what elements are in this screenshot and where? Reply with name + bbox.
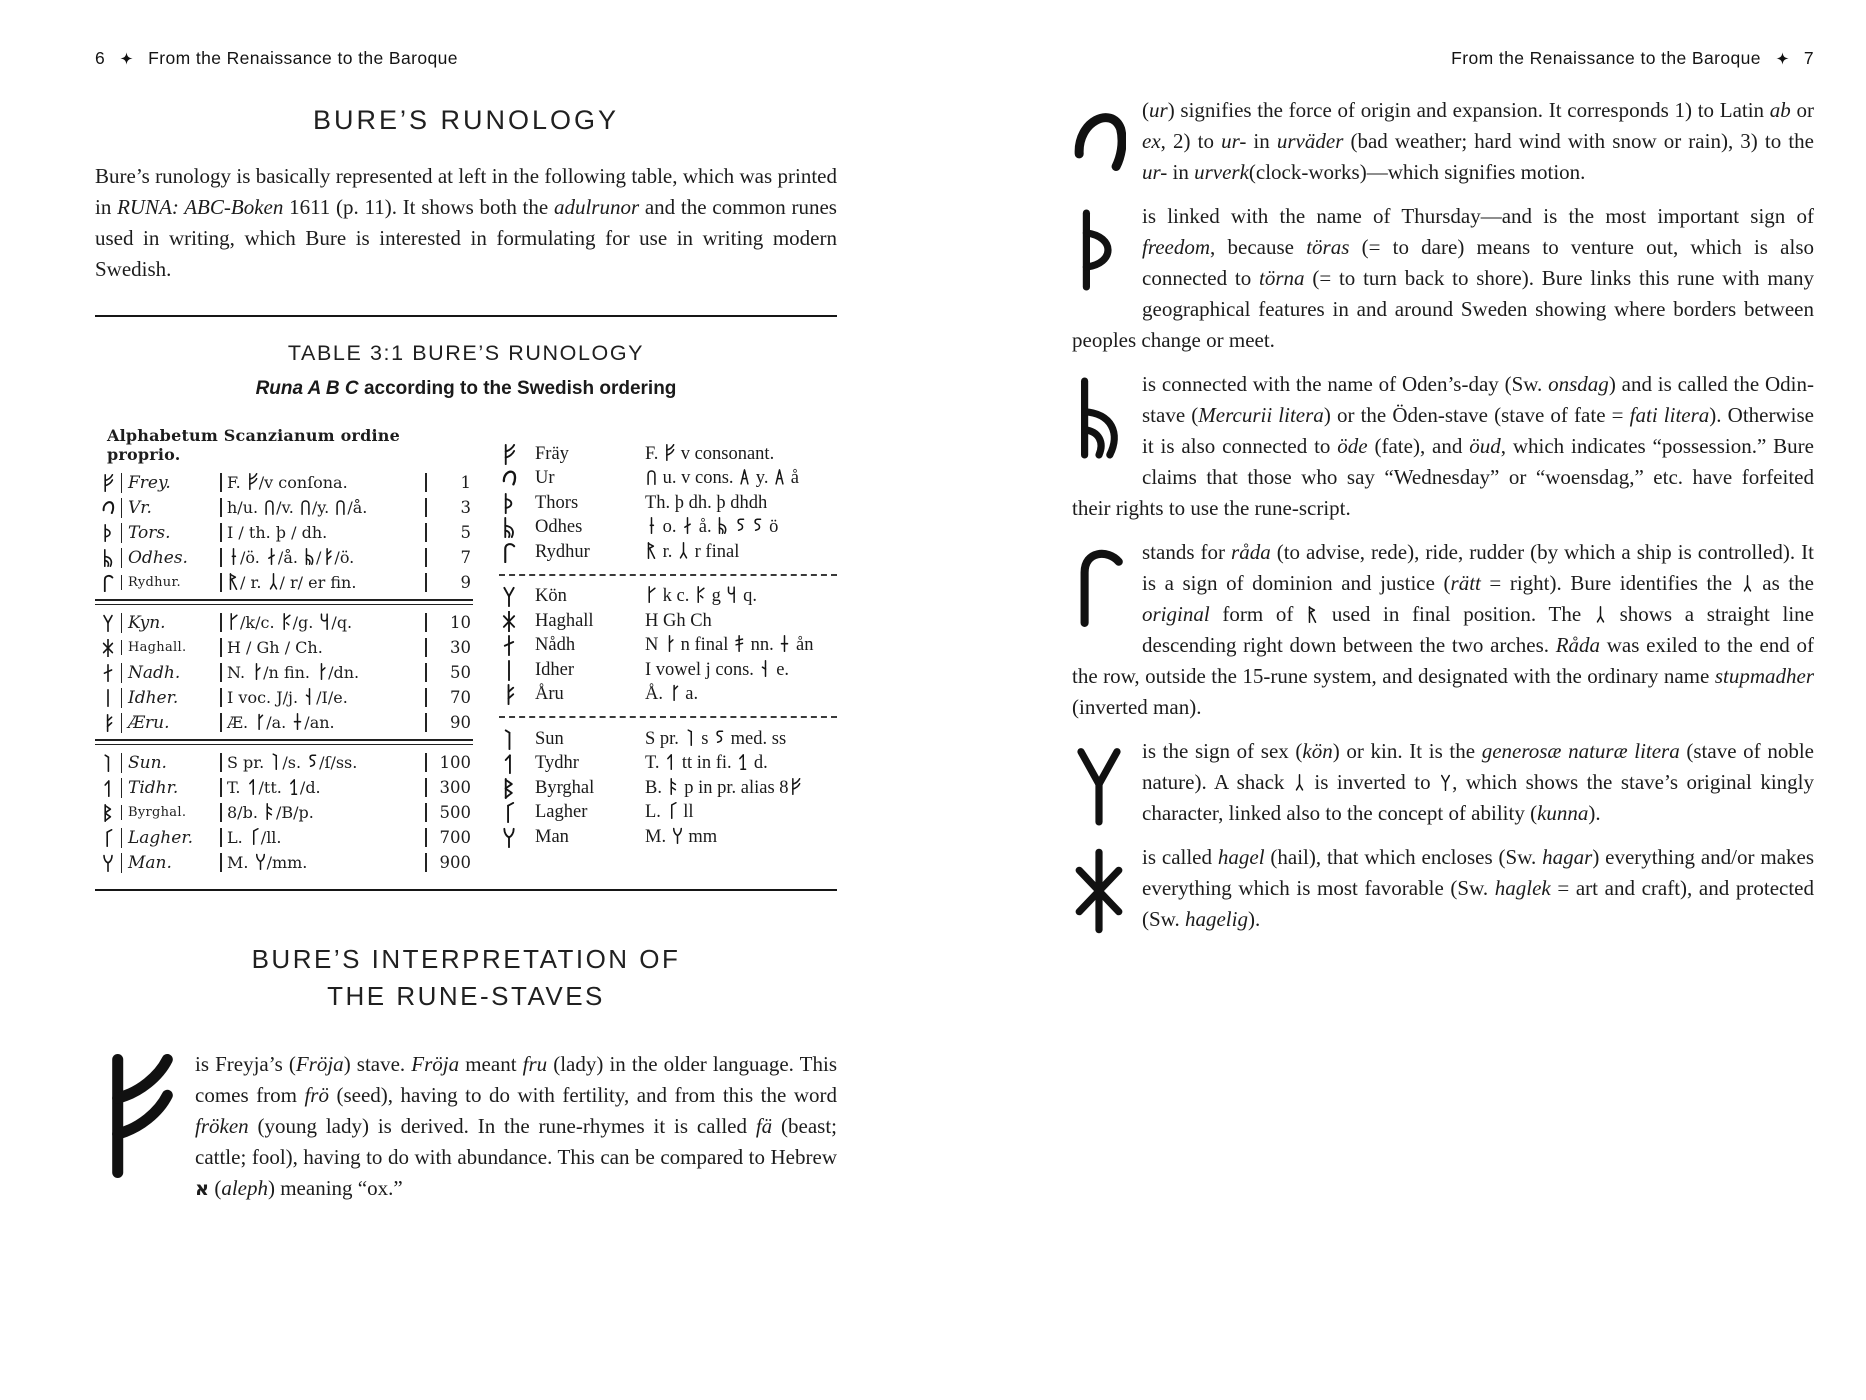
transcription-table-row xyxy=(499,683,837,708)
rune-u2-icon xyxy=(334,498,347,515)
rune-definition-cell: h/u. /v. /y. /å. xyxy=(220,498,427,517)
rune-paragraph xyxy=(1072,537,1814,723)
rune-o-dot-icon xyxy=(645,517,658,534)
rune-glyph-cell xyxy=(95,829,121,847)
rune-an-icon xyxy=(778,635,791,652)
rune-nadh-icon xyxy=(101,664,115,682)
facsimile-table-row xyxy=(95,800,473,825)
rune-definition-cell: Æ. /a. /an. xyxy=(220,713,427,732)
facsimile-table-row xyxy=(95,635,473,660)
rune-definition-cell: S pr. /s. /ſ/ss. xyxy=(220,753,427,772)
paragraph-text: is connected with the name of Oden’s-day (Sw. onsdag) and is called the Odin-stave (Mercurii litera) or the Öden-stave (stave of fate = fati litera). Otherwise it is also connected to öde (fate), and öud, which indicates “possession.” Bure claims that those who say “Wednesday” or “woensdag,” etc. have forfeited their rights to use the rune-script. xyxy=(1072,372,1814,520)
facsimile-table-row xyxy=(95,545,473,570)
rune-r-final-icon xyxy=(1293,774,1306,791)
paragraph-text: is called hagel (hail), that which encloses (Sw. hagar) everything and/or makes everything which is most favorable (Sw. haglek = art and craft), and protected (Sw. hagelig). xyxy=(1142,845,1815,931)
horizontal-rule-bottom xyxy=(95,889,837,891)
interpretation-title-line1: BURE’S INTERPRETATION OF xyxy=(251,944,681,974)
transcription-table-row xyxy=(499,825,837,850)
rune-e-icon xyxy=(303,688,316,705)
rune-s5-icon xyxy=(306,753,319,770)
rune-paragraphs xyxy=(1072,95,1814,935)
rune-lagher-icon xyxy=(248,828,261,845)
rune-d-icon xyxy=(287,778,300,795)
rune-definition-cell: N n final nn. ån xyxy=(645,635,814,656)
rune-kon-icon xyxy=(101,614,115,632)
facsimile-table-row xyxy=(95,610,473,635)
transcription-rows xyxy=(499,442,837,850)
rune-name-cell: Nadh. xyxy=(121,663,220,683)
rune-name-cell: Idher xyxy=(535,659,575,680)
rune-odhes-icon xyxy=(501,517,517,538)
rune-n-icon xyxy=(315,663,328,680)
rune-definition-cell: L. /ll. xyxy=(220,828,427,847)
rune-name-cell: Fräy xyxy=(535,443,569,464)
rune-byrghal-icon xyxy=(501,778,517,799)
paragraph-text: stands for råda (to advise, rede), ride, rudder (by which a ship is controlled). It is a sign of dominion and justice (rätt = right). Bure identifies the as the original form of used in final position. The shows a straight line descending right down between the two arches. Råda was exiled to the end of the row, outside the 15-rune system, and designated with the ordinary name stupmadher (inverted man). xyxy=(1072,540,1815,719)
rune-k-icon xyxy=(227,613,240,630)
rune-yr-icon xyxy=(773,468,786,485)
rune-number-cell: 100 xyxy=(439,753,471,772)
rune-glyph-cell xyxy=(499,635,535,656)
rune-d-icon xyxy=(736,753,749,770)
rune-p-icon xyxy=(667,778,680,795)
facsimile-table-row xyxy=(95,570,473,595)
rune-name-cell: Rydhur. xyxy=(121,575,220,590)
rune-number-cell: 50 xyxy=(450,663,471,682)
rune-r-final-icon xyxy=(1594,606,1607,623)
rune-f-icon xyxy=(246,473,259,490)
transcription-table-row xyxy=(499,516,837,541)
rune-definition-cell: S pr. s med. ss xyxy=(645,728,787,749)
rune-paragraph xyxy=(1072,369,1814,524)
rune-definition-cell: /ö. /å. / /ö. xyxy=(220,548,427,567)
rune-r-icon xyxy=(645,542,658,559)
rune-drop-cap xyxy=(1072,542,1126,630)
rune-odhes-icon xyxy=(101,549,115,567)
facsimile-table-row xyxy=(95,775,473,800)
rune-drop-cap xyxy=(1072,100,1126,188)
transcription-table-row xyxy=(499,491,837,516)
rune-q-icon xyxy=(318,613,331,630)
rune-name-cell: Haghall xyxy=(535,610,594,631)
rune-definition-cell: o. å. ö xyxy=(645,517,837,538)
interpretation-title-line2: THE RUNE-STAVES xyxy=(327,981,605,1011)
rune-u-hook-icon xyxy=(101,499,115,517)
rune-name-cell: Tydhr xyxy=(535,753,579,774)
rune-f-icon xyxy=(501,444,517,465)
rune-number-cell: 3 xyxy=(460,498,471,517)
rune-u2-icon xyxy=(645,468,658,485)
transcription-table-row xyxy=(499,658,837,683)
rune-glyph-cell xyxy=(499,542,535,563)
facsimile-title: Alphabetum Scanzianum ordine proprio. xyxy=(107,426,400,464)
rune-name-cell: Lagher xyxy=(535,802,588,823)
facsimile-table-row xyxy=(95,850,473,875)
section-title: BURE’S RUNOLOGY xyxy=(312,105,620,135)
rune-name-cell: Byrghal. xyxy=(121,805,220,820)
transcription-table-row xyxy=(499,540,837,565)
facsimile-table-row xyxy=(95,750,473,775)
rune-r-cane-icon xyxy=(101,574,115,592)
rune-u-hook-icon xyxy=(1072,100,1126,188)
four-pointed-star-icon xyxy=(1776,52,1789,65)
rune-glyph-cell xyxy=(95,574,121,592)
rune-f-icon xyxy=(95,1054,179,1178)
rune-glyph-cell xyxy=(499,802,535,823)
rune-definition-cell: I / th. þ / dh. xyxy=(220,523,427,542)
rune-name-cell: Rydhur xyxy=(535,541,590,562)
rune-name-cell: Idher. xyxy=(121,688,220,708)
rune-paragraph xyxy=(1072,201,1814,356)
rune-nadh-icon xyxy=(501,635,517,656)
rune-definition-cell: Th. þ dh. þ dhdh xyxy=(645,492,768,513)
rune-a-icon xyxy=(668,684,681,701)
transcription-group-divider xyxy=(499,716,837,718)
transcription-table-row xyxy=(499,467,837,492)
rune-glyph-cell xyxy=(499,729,535,750)
rune-paragraph xyxy=(1072,842,1814,935)
transcription-panel xyxy=(499,422,837,875)
paragraph-text: is Freyja’s (Fröja) stave. Fröja meant fru (lady) in the older language. This comes from frö (seed), having to do with fertility, and from this the word fröken (young lady) is derived. In the rune-rhymes it is called fä (beast; cattle; fool), having to do with abundance. This can be compared to Hebrew א (aleph) meaning “ox.” xyxy=(195,1052,838,1200)
rune-definition-cell: k c. g q. xyxy=(645,586,837,607)
rune-g-icon xyxy=(694,586,707,603)
rune-definition-cell: /k/c. /g. /q. xyxy=(220,613,427,632)
rune-s-icon xyxy=(269,753,282,770)
rune-aeru-icon xyxy=(501,684,517,705)
rune-lagher-icon xyxy=(666,802,679,819)
rune-glyph-cell xyxy=(499,660,535,681)
facsimile-table-row xyxy=(95,710,473,735)
freyja-paragraph xyxy=(95,1049,837,1204)
rune-definition-cell: I vowel j cons. e. xyxy=(645,659,790,680)
rune-kon-icon xyxy=(501,586,517,607)
transcription-table-row xyxy=(499,585,837,610)
rune-definition-cell: B. p in pr. alias 8 xyxy=(645,778,837,799)
rune-glyph-cell xyxy=(95,474,121,492)
rune-tydhr-icon xyxy=(101,779,115,797)
rune-definition-cell: T. tt in fi. d. xyxy=(645,753,768,774)
transcription-group-divider xyxy=(499,574,837,576)
rune-lagher-icon xyxy=(501,802,517,823)
rune-r-final-icon xyxy=(1741,575,1754,592)
rune-name-cell: Æru. xyxy=(121,713,220,733)
rune-k-icon xyxy=(645,586,658,603)
rune-u2-icon xyxy=(263,498,276,515)
rune-hagall-icon xyxy=(101,639,115,657)
facsimile-group-divider xyxy=(95,739,473,745)
rune-number-cell: 9 xyxy=(460,573,471,592)
rune-number-cell: 300 xyxy=(439,778,471,797)
rune-man-icon xyxy=(101,854,115,872)
rune-name-cell: Odhes xyxy=(535,517,583,538)
right-page xyxy=(1072,48,1814,948)
rune-glyph-cell xyxy=(95,639,121,657)
rune-definition-cell: T. /tt. /d. xyxy=(220,778,427,797)
facsimile-table-row xyxy=(95,685,473,710)
rune-name-cell: Tors. xyxy=(121,523,220,543)
rune-glyph-cell xyxy=(499,586,535,607)
rune-number-cell: 90 xyxy=(450,713,471,732)
rune-glyph-cell xyxy=(499,684,535,705)
table-caption: TABLE 3:1 BURE’S RUNOLOGY xyxy=(287,341,645,365)
rune-n-icon xyxy=(663,635,676,652)
rune-f-icon xyxy=(663,444,676,461)
rune-glyph-cell xyxy=(95,524,121,542)
rune-definition-cell: H Gh Ch xyxy=(645,610,712,631)
rune-s5-icon xyxy=(751,517,764,534)
rune-drop-cap xyxy=(1072,206,1126,294)
rune-thorn-icon xyxy=(101,524,115,542)
right-running-head xyxy=(1072,48,1814,69)
four-pointed-star-icon xyxy=(120,52,133,65)
rune-definition-cell: F. v consonant. xyxy=(645,443,775,464)
left-running-head xyxy=(95,48,837,69)
rune-r-icon xyxy=(227,573,240,590)
rune-name-cell: Åru xyxy=(535,684,564,705)
rune-glyph-cell xyxy=(95,664,121,682)
facsimile-table-row xyxy=(95,825,473,850)
horizontal-rule-top xyxy=(95,315,837,317)
rune-sun-icon xyxy=(501,729,517,750)
rune-name-cell: Frey. xyxy=(121,473,220,493)
rune-n-icon xyxy=(250,663,263,680)
rune-lagher-icon xyxy=(101,829,115,847)
rune-nn-icon xyxy=(733,635,746,652)
rune-drop-cap xyxy=(1072,374,1126,462)
rune-man-icon xyxy=(254,853,267,870)
right-page-number: 7 xyxy=(1803,48,1814,68)
rune-definition-cell: N. /n fin. /dn. xyxy=(220,663,427,682)
rune-p-icon xyxy=(263,803,276,820)
intro-paragraph: Bure’s runology is basically represented at left in the following table, which was printed in RUNA: ABC-Boken 1611 (p. 11). It shows both the adulrunor and the common runes used in writing, which Bure is interested in formulating for use in writing modern Swedish. xyxy=(95,164,837,281)
rune-yr-icon xyxy=(738,468,751,485)
transcription-table-row xyxy=(499,634,837,659)
rune-definition-cell: I voc. J/j. /I/e. xyxy=(220,688,427,707)
rune-glyph-cell xyxy=(95,499,121,517)
left-running-head-text: From the Renaissance to the Baroque xyxy=(148,48,458,68)
rune-name-cell: Thors xyxy=(535,492,579,513)
rune-drop-cap xyxy=(1072,741,1126,829)
transcription-table-row xyxy=(499,442,837,467)
rune-hagall-icon xyxy=(501,611,517,632)
table-subcaption: Runa A B C according to the Swedish ordering xyxy=(255,378,677,399)
rune-name-cell: Vr. xyxy=(121,498,220,518)
rune-glyph-cell xyxy=(95,754,121,772)
rune-definition-cell: M. /mm. xyxy=(220,853,427,872)
rune-definition-cell: / r. / r/ er fin. xyxy=(220,573,427,592)
interpretation-title xyxy=(95,941,837,1015)
rune-q-icon xyxy=(725,586,738,603)
rune-definition-cell: 8/b. /B/p. xyxy=(220,803,427,822)
transcription-table-row xyxy=(499,727,837,752)
rune-number-cell: 700 xyxy=(439,828,471,847)
facsimile-table-row xyxy=(95,520,473,545)
rune-r-final-icon xyxy=(267,573,280,590)
rune-drop-cap xyxy=(1072,847,1126,935)
rune-definition-cell: L. ll xyxy=(645,802,694,823)
rune-glyph-cell xyxy=(499,778,535,799)
rune-o-bar-icon xyxy=(265,548,278,565)
transcription-table-row xyxy=(499,609,837,634)
left-page-number: 6 xyxy=(95,48,106,68)
rune-aeru-icon xyxy=(321,548,334,565)
rune-definition-cell: F. /v conſona. xyxy=(220,473,427,492)
transcription-table-row xyxy=(499,752,837,777)
rune-o-bar-icon xyxy=(681,517,694,534)
rune-glyph-cell xyxy=(95,854,121,872)
freyja-rune-drop-cap xyxy=(95,1054,179,1178)
runology-table xyxy=(95,422,837,875)
rune-an-icon xyxy=(291,713,304,730)
rune-number-cell: 10 xyxy=(450,613,471,632)
rune-s-icon xyxy=(684,729,697,746)
rune-definition-cell: r. r final xyxy=(645,542,837,563)
rune-s5-icon xyxy=(734,517,747,534)
paragraph-text: is the sign of sex (kön) or kin. It is the generosæ naturæ litera (stave of noble nature). A shack is inverted to , which shows the stave’s original kingly character, linked also to the concept of ability (kunna). xyxy=(1142,739,1814,825)
rune-tydhr-icon xyxy=(664,753,677,770)
paragraph-text: (ur) signifies the force of origin and expansion. It corresponds 1) to Latin ab or ex, 2) to ur- in urväder (bad weather; hard wind with snow or rain), 3) to the ur- in urverk(clock-works)—which signifies motion. xyxy=(1142,98,1815,184)
right-running-head-text: From the Renaissance to the Baroque xyxy=(1451,48,1761,68)
rune-f-icon xyxy=(101,474,115,492)
rune-name-cell: Sun. xyxy=(121,753,220,773)
facsimile-table-row xyxy=(95,470,473,495)
rune-odhes-icon xyxy=(1072,374,1126,462)
rune-kon-icon xyxy=(1072,741,1126,829)
rune-glyph-cell xyxy=(95,614,121,632)
rune-glyph-cell xyxy=(499,493,535,514)
rune-r-final-icon xyxy=(677,542,690,559)
rune-s5-icon xyxy=(713,729,726,746)
rune-glyph-cell xyxy=(95,689,121,707)
rune-f-icon xyxy=(789,778,802,795)
rune-tydhr-icon xyxy=(501,753,517,774)
rune-e-icon xyxy=(759,660,772,677)
rune-name-cell: Sun xyxy=(535,728,564,749)
rune-i-icon xyxy=(101,689,115,707)
facsimile-panel xyxy=(95,422,473,875)
rune-glyph-cell xyxy=(95,549,121,567)
transcription-table-row xyxy=(499,801,837,826)
rune-name-cell: Tidhr. xyxy=(121,778,220,798)
rune-i-icon xyxy=(501,660,517,681)
rune-hagall-icon xyxy=(1072,847,1126,935)
facsimile-group-divider xyxy=(95,599,473,605)
rune-glyph-cell xyxy=(499,753,535,774)
rune-definition-cell: H / Gh / Ch. xyxy=(220,638,427,657)
rune-glyph-cell xyxy=(499,468,535,489)
rune-name-cell: Kyn. xyxy=(121,613,220,633)
rune-r-cane-icon xyxy=(1072,542,1126,630)
rune-man-icon xyxy=(671,827,684,844)
rune-tydhr-icon xyxy=(246,778,259,795)
rune-number-cell: 5 xyxy=(460,523,471,542)
rune-a-icon xyxy=(253,713,266,730)
facsimile-table-row xyxy=(95,495,473,520)
rune-name-cell: Lagher. xyxy=(121,828,220,848)
rune-definition-cell: M. mm xyxy=(645,826,718,847)
rune-odhes-icon xyxy=(716,517,729,534)
rune-byrghal-icon xyxy=(101,804,115,822)
rune-glyph-cell xyxy=(95,714,121,732)
rune-name-cell: Man. xyxy=(121,853,220,873)
rune-number-cell: 7 xyxy=(460,548,471,567)
rune-thorn-icon xyxy=(1072,206,1126,294)
rune-name-cell: Odhes. xyxy=(121,548,220,568)
rune-glyph-cell xyxy=(95,779,121,797)
rune-thorn-icon xyxy=(501,493,517,514)
rune-number-cell: 30 xyxy=(450,638,471,657)
rune-paragraph xyxy=(1072,95,1814,188)
rune-r-icon xyxy=(1306,606,1319,623)
rune-aeru-icon xyxy=(101,714,115,732)
rune-definition-cell: u. v cons. y. å xyxy=(645,468,837,489)
rune-glyph-cell xyxy=(95,804,121,822)
rune-man-icon xyxy=(501,827,517,848)
rune-name-cell: Haghall. xyxy=(121,640,220,655)
rune-u-hook-icon xyxy=(501,468,517,489)
rune-name-cell: Ur xyxy=(535,468,555,489)
rune-g-icon xyxy=(280,613,293,630)
rune-number-cell: 900 xyxy=(439,853,471,872)
rune-definition-cell: Å. a. xyxy=(645,684,699,705)
rune-name-cell: Nådh xyxy=(535,635,576,656)
rune-kon-icon xyxy=(1439,774,1452,791)
transcription-table-row xyxy=(499,776,837,801)
facsimile-table-row xyxy=(95,660,473,685)
rune-odhes-icon xyxy=(303,548,316,565)
rune-name-cell: Byrghal xyxy=(535,777,595,798)
rune-number-cell: 500 xyxy=(439,803,471,822)
rune-glyph-cell xyxy=(499,517,535,538)
rune-name-cell: Man xyxy=(535,826,569,847)
rune-name-cell: Kön xyxy=(535,586,567,607)
rune-sun-icon xyxy=(101,754,115,772)
rune-paragraph xyxy=(1072,736,1814,829)
rune-number-cell: 70 xyxy=(450,688,471,707)
rune-glyph-cell xyxy=(499,611,535,632)
rune-glyph-cell xyxy=(499,827,535,848)
rune-number-cell: 1 xyxy=(460,473,471,492)
facsimile-rows xyxy=(95,470,473,875)
rune-u2-icon xyxy=(299,498,312,515)
left-page xyxy=(95,48,837,1217)
rune-o-dot-icon xyxy=(227,548,240,565)
rune-glyph-cell xyxy=(499,444,535,465)
rune-r-cane-icon xyxy=(501,542,517,563)
paragraph-text: is linked with the name of Thursday—and is the most important sign of freedom, because töras (= to dare) means to venture out, which is also connected to törna (= to turn back to shore). Bure links this rune with many geographical features in and around Sweden showing where borders between peoples change or meet. xyxy=(1072,204,1815,352)
